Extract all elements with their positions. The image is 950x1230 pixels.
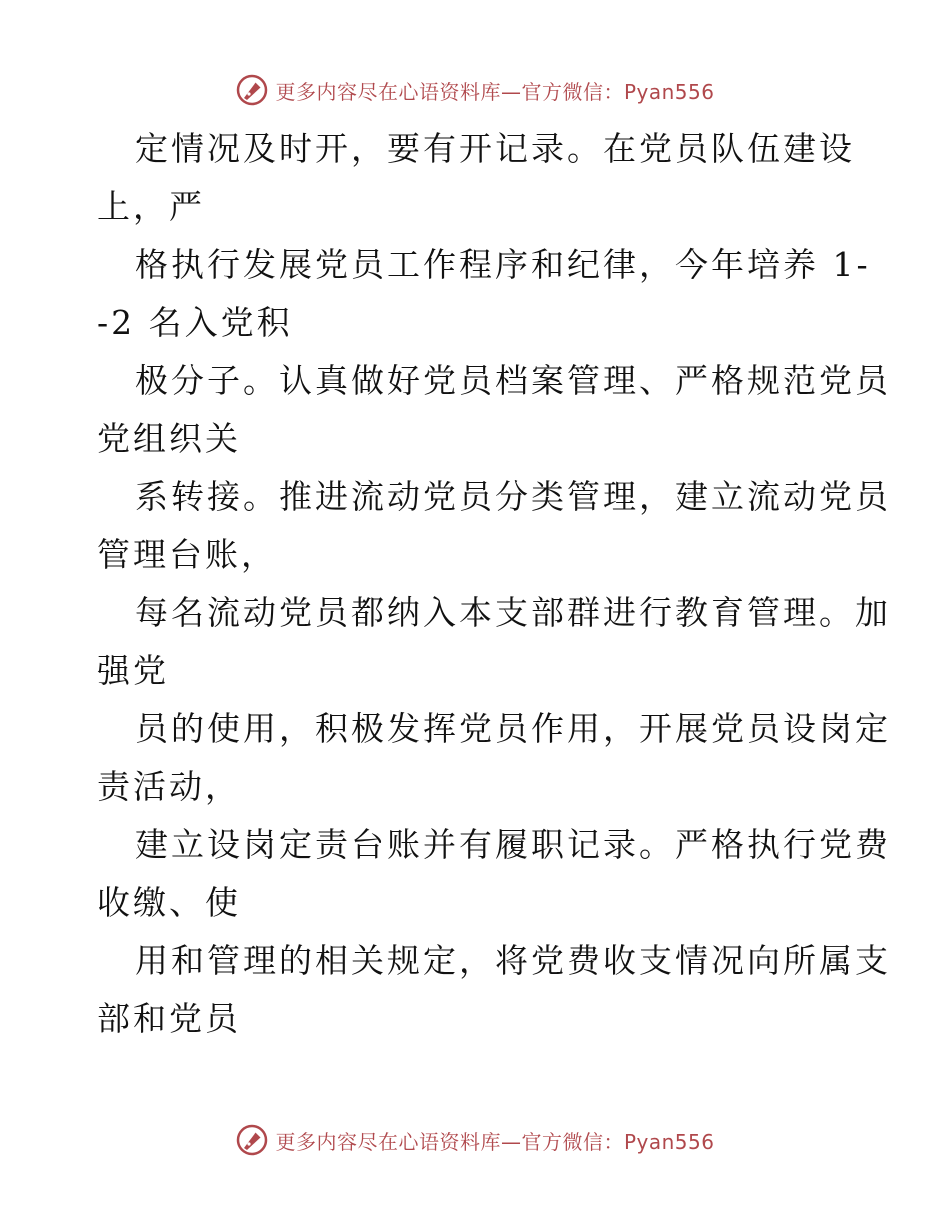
paragraph-line: 用和管理的相关规定，将党费收支情况向所属支 <box>135 941 891 980</box>
paragraph-line: 强党 <box>97 651 169 690</box>
footer-banner-text: 更多内容尽在心语资料库—官方微信：Pyan556 <box>275 1129 715 1154</box>
paragraph-line: 建立设岗定责台账并有履职记录。严格执行党费 <box>135 825 891 864</box>
paragraph-line: 格执行发展党员工作程序和纪律，今年培养 1- <box>135 245 871 284</box>
paragraph-line: 上，严 <box>97 187 205 226</box>
paragraph-line: 党组织关 <box>97 419 241 458</box>
document-body <box>97 120 891 1048</box>
pen-nib-logo-icon <box>235 1123 269 1157</box>
footer-banner <box>0 1120 950 1160</box>
paragraph-line: 责活动， <box>97 767 241 806</box>
paragraph-line: 极分子。认真做好党员档案管理、严格规范党员 <box>135 361 891 400</box>
paragraph-line: 管理台账， <box>97 535 277 574</box>
paragraph-line: -2 名入党积 <box>97 303 293 342</box>
header-banner-text: 更多内容尽在心语资料库—官方微信：Pyan556 <box>275 79 715 104</box>
paragraph-line: 系转接。推进流动党员分类管理，建立流动党员 <box>135 477 891 516</box>
header-banner <box>0 70 950 110</box>
paragraph-line: 每名流动党员都纳入本支部群进行教育管理。加 <box>135 593 891 632</box>
paragraph-line: 收缴、使 <box>97 883 241 922</box>
paragraph-line: 定情况及时开，要有开记录。在党员队伍建设 <box>135 129 855 168</box>
paragraph-line: 部和党员 <box>97 999 241 1038</box>
paragraph-line: 员的使用，积极发挥党员作用，开展党员设岗定 <box>135 709 891 748</box>
pen-nib-logo-icon <box>235 73 269 107</box>
